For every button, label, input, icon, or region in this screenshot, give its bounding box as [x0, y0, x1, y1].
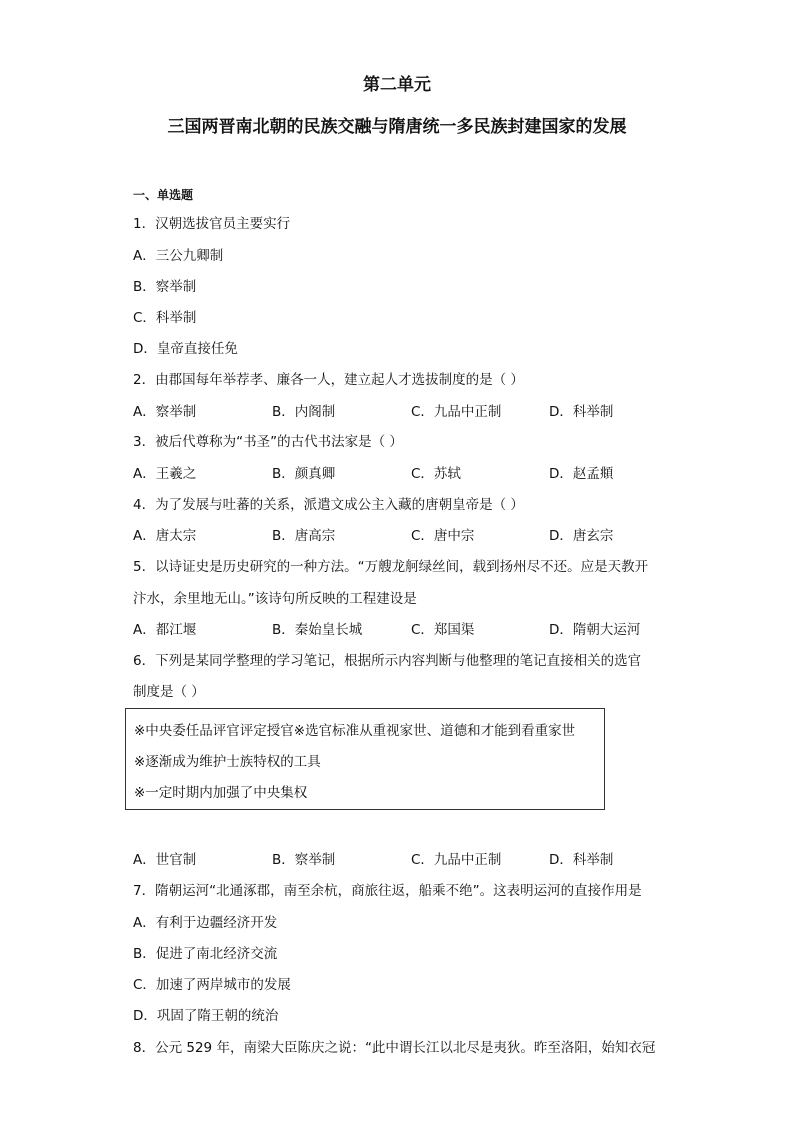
question-6-option-c: C．九品中正制 [411, 852, 502, 868]
question-3-option-a: A．王羲之 [133, 466, 197, 482]
question-3-option-b: B．颜真卿 [272, 466, 336, 482]
question-7-option-c: C．加速了两岸城市的发展 [133, 977, 291, 993]
question-8-stem: 8．公元 529 年，南梁大臣陈庆之说：“此中谓长江以北尽是夷狄。昨至洛阳，始知衣冠 [133, 1040, 656, 1056]
question-6-stem-line-1: 6．下列是某同学整理的学习笔记，根据所示内容判断与他整理的笔记直接相关的选官 [133, 653, 642, 669]
question-5-option-a: A．都江堰 [133, 622, 197, 638]
question-3-stem: 3．被后代尊称为“书圣”的古代书法家是（ ） [133, 434, 403, 450]
question-2-option-c: C．九品中正制 [411, 404, 502, 420]
question-4-option-b: B．唐高宗 [272, 528, 336, 544]
question-4-option-c: C．唐中宗 [411, 528, 475, 544]
question-7-stem: 7．隋朝运河“北通涿郡，南至余杭，商旅往返，船乘不绝”。这表明运河的直接作用是 [133, 883, 642, 899]
question-4-stem: 4．为了发展与吐蕃的关系，派遣文成公主入藏的唐朝皇帝是（ ） [133, 497, 524, 513]
question-1-option-c: C．科举制 [133, 310, 197, 326]
section-heading: 一、单选题 [133, 188, 194, 202]
question-6-option-b: B．察举制 [272, 852, 336, 868]
question-5-option-b: B．秦始皇长城 [272, 622, 363, 638]
unit-subtitle: 三国两晋南北朝的民族交融与隋唐统一多民族封建国家的发展 [167, 117, 627, 137]
question-7-option-d: D．巩固了隋王朝的统治 [133, 1008, 279, 1024]
question-7-option-a: A．有利于边疆经济开发 [133, 915, 278, 931]
question-5-option-d: D．隋朝大运河 [549, 622, 641, 638]
study-note-1: ※中央委任品评官评定授官※选官标准从重视家世、道德和才能到看重家世 [134, 723, 576, 739]
question-4-option-a: A．唐太宗 [133, 528, 197, 544]
question-5-stem-line-1: 5．以诗证史是历史研究的一种方法。“万艘龙舸绿丝间，载到扬州尽不还。应是天教开 [133, 559, 649, 575]
question-5-stem-line-2: 汴水，余里地无山。”该诗句所反映的工程建设是 [133, 591, 417, 607]
question-4-option-d: D．唐玄宗 [549, 528, 614, 544]
question-3-option-c: C．苏轼 [411, 466, 461, 482]
study-note-2: ※逐渐成为维护士族特权的工具 [134, 754, 321, 770]
question-2-option-b: B．内阁制 [272, 404, 336, 420]
question-2-stem: 2．由郡国每年举荐孝、廉各一人，建立起人才选拔制度的是（ ） [133, 372, 524, 388]
question-1-option-b: B．察举制 [133, 279, 197, 295]
question-5-option-c: C．郑国渠 [411, 622, 475, 638]
study-note-3: ※一定时期内加强了中央集权 [134, 785, 308, 801]
question-6-option-d: D．科举制 [549, 852, 614, 868]
question-1-option-d: D．皇帝直接任免 [133, 341, 238, 357]
question-3-option-d: D．赵孟頫 [549, 466, 614, 482]
question-6-option-a: A．世官制 [133, 852, 197, 868]
study-notes-box [125, 708, 605, 810]
question-1-stem: 1．汉朝选拔官员主要实行 [133, 216, 291, 232]
unit-title: 第二单元 [363, 75, 431, 95]
question-1-option-a: A．三公九卿制 [133, 248, 224, 264]
question-7-option-b: B．促进了南北经济交流 [133, 946, 278, 962]
question-2-option-d: D．科举制 [549, 404, 614, 420]
question-2-option-a: A．察举制 [133, 404, 197, 420]
question-6-stem-line-2: 制度是（ ） [133, 684, 205, 700]
